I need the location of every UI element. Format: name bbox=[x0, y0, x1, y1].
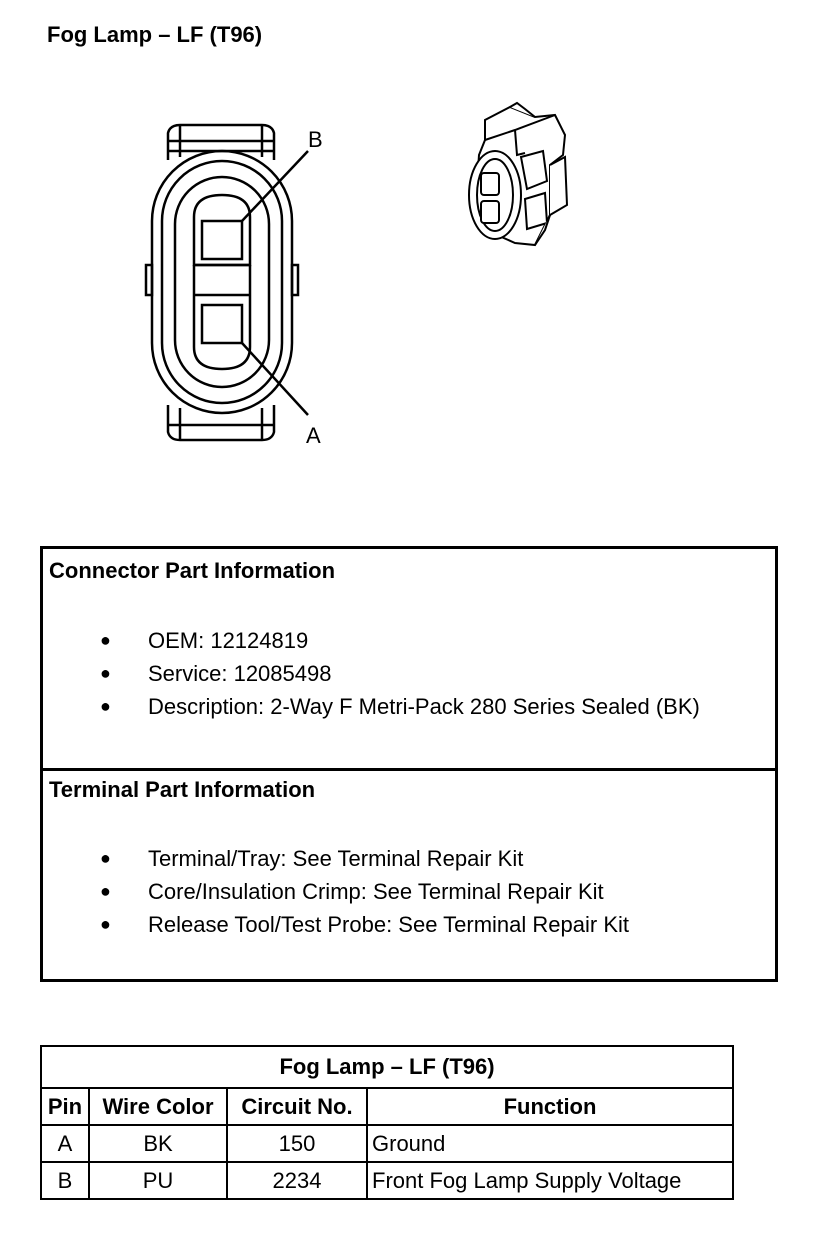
table-header-row bbox=[41, 1088, 733, 1125]
list-item-text: OEM: 12124819 bbox=[148, 628, 309, 653]
pin-table bbox=[40, 1045, 734, 1200]
pin-label-a: A bbox=[306, 423, 321, 448]
part-info-box bbox=[40, 546, 778, 982]
column-header-pin: Pin bbox=[41, 1088, 89, 1125]
column-header-wire-color: Wire Color bbox=[89, 1088, 227, 1125]
bullet-icon: ● bbox=[100, 630, 111, 650]
table-row bbox=[41, 1162, 733, 1199]
list-item-text: Release Tool/Test Probe: See Terminal Repair Kit bbox=[148, 912, 629, 937]
list-item-text: Description: 2-Way F Metri-Pack 280 Series Sealed (BK) bbox=[148, 694, 700, 719]
terminal-info-heading: Terminal Part Information bbox=[49, 777, 316, 802]
pin-table-caption: Fog Lamp – LF (T96) bbox=[41, 1046, 733, 1088]
cell-circuit-no: 2234 bbox=[227, 1162, 367, 1199]
table-row bbox=[41, 1125, 733, 1162]
terminal-part-info bbox=[43, 768, 775, 979]
list-item-text: Service: 12085498 bbox=[148, 661, 332, 686]
bullet-icon: ● bbox=[100, 663, 111, 683]
bullet-icon: ● bbox=[100, 696, 111, 716]
cell-function: Ground bbox=[367, 1125, 733, 1162]
list-item-text: Terminal/Tray: See Terminal Repair Kit bbox=[148, 846, 524, 871]
list-item-text: Core/Insulation Crimp: See Terminal Repair Kit bbox=[148, 879, 604, 904]
bullet-icon: ● bbox=[100, 914, 111, 934]
connector-info-heading: Connector Part Information bbox=[49, 558, 336, 583]
connector-face-diagram bbox=[130, 115, 360, 455]
cell-pin: B bbox=[41, 1162, 89, 1199]
cell-circuit-no: 150 bbox=[227, 1125, 367, 1162]
cell-function: Front Fog Lamp Supply Voltage bbox=[367, 1162, 733, 1199]
bullet-icon: ● bbox=[100, 848, 111, 868]
connector-3d-illustration bbox=[455, 95, 585, 255]
cell-pin: A bbox=[41, 1125, 89, 1162]
connector-part-info bbox=[43, 549, 775, 771]
column-header-function: Function bbox=[367, 1088, 733, 1125]
page-title: Fog Lamp – LF (T96) bbox=[47, 22, 263, 47]
cell-wire-color: PU bbox=[89, 1162, 227, 1199]
bullet-icon: ● bbox=[100, 881, 111, 901]
cell-wire-color: BK bbox=[89, 1125, 227, 1162]
column-header-circuit-no: Circuit No. bbox=[227, 1088, 367, 1125]
pin-label-b: B bbox=[308, 127, 323, 152]
